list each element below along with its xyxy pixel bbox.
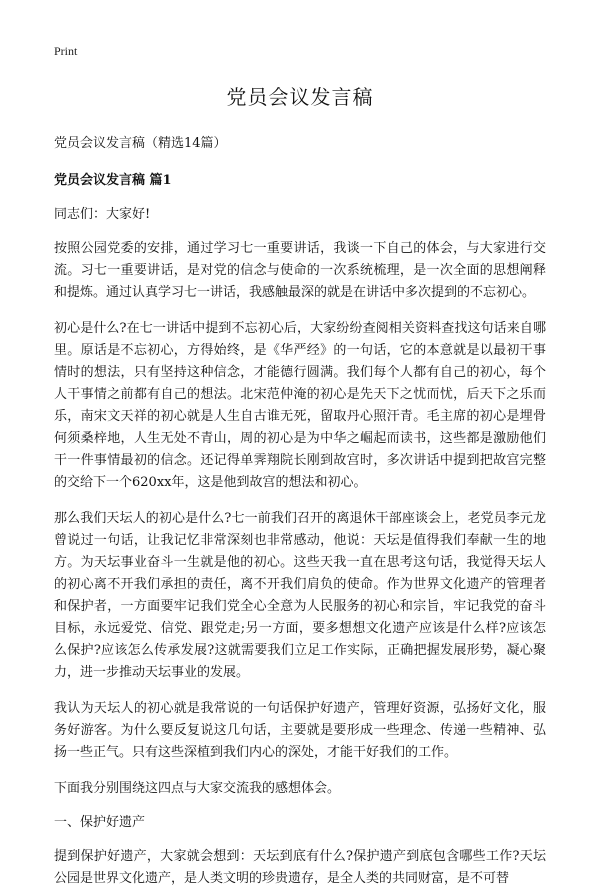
greeting: 同志们：大家好! [54,207,151,222]
print-label[interactable]: Print [54,44,78,58]
paragraph-original-aspiration: 初心是什么?在七一讲话中提到不忘初心后，大家纷纷查阅相关资料查找这句话来自哪里。原话是不忘初心，方得始终，是《华严经》的一句话，它的本意就是以最初干事情时的想法，只有坚持这种信念，才能德行圆满。我们每个人都有自己的初心，每个人干事情之前都有自己的想法。北宋范仲淹的初心是先天下之忧而忧，后天下之乐而乐，南宋文天祥的初心就是人生自古谁无死，留取丹心照汗青。毛主席的初心是埋骨何须桑梓地，人生无处不青山，周的初心是为中华之崛起而读书，这些都是激励他们干一件事情最初的信念。还记得单霁翔院长刚到故宫时，多次讲话中提到把故宫完整的交给下一个620xx年，这是他到故宫的想法和初心。 [54,321,546,490]
document-subtitle: 党员会议发言稿（精选14篇） [54,136,227,151]
paragraph-four-points: 我认为天坛人的初心就是我常说的一句话保护好遗产，管理好资源，弘扬好文化，服务好游客。为什么要反复说这几句话，主要就是要形成一些理念、传递一些精神、弘扬一些正气。只有这些深植到我们内心的深处，才能干好我们的工作。 [54,701,546,760]
section-heading: 党员会议发言稿 篇1 [54,173,172,188]
document-title: 党员会议发言稿 [226,85,374,109]
paragraph-tiantan-aspiration: 那么我们天坛人的初心是什么?七一前我们召开的离退休干部座谈会上，老党员李元龙曾说过一句话，让我记忆非常深刻也非常感动，他说：天坛是值得我们奉献一生的地方。为天坛事业奋斗一生就是他的初心。这些天我一直在思考这句话，我觉得天坛人的初心离不开我们承担的责任，离不开我们肩负的使命。作为世界文化遗产的管理者和保护者，一方面要牢记我们党全心全意为人民服务的初心和宗旨，牢记我党的奋斗目标，永远爱党、信党、跟党走;另一方面，要多想想文化遗产应该是什么样?应该怎么保护?应该怎么传承发展?这就需要我们立足工作实际，正确把握发展形势，凝心聚力，进一步推动天坛事业的发展。 [54,511,546,680]
paragraph-transition: 下面我分别围绕这四点与大家交流我的感想体会。 [54,781,341,796]
subsection-heading: 一、保护好遗产 [54,815,146,830]
paragraph-intro: 按照公园党委的安排，通过学习七一重要讲话，我谈一下自己的体会，与大家进行交流。习七一重要讲话，是对党的信念与使命的一次系统梳理，是一次全面的思想阐释和提炼。通过认真学习七一讲话，我感触最深的就是在讲话中多次提到的不忘初心。 [54,241,546,300]
paragraph-protect-heritage: 提到保护好遗产，大家就会想到：天坛到底有什么?保护遗产到底包含哪些工作?天坛公园是世界文化遗产，是人类文明的珍贵遗存，是全人类的共同财富，是不可替 [54,849,546,886]
